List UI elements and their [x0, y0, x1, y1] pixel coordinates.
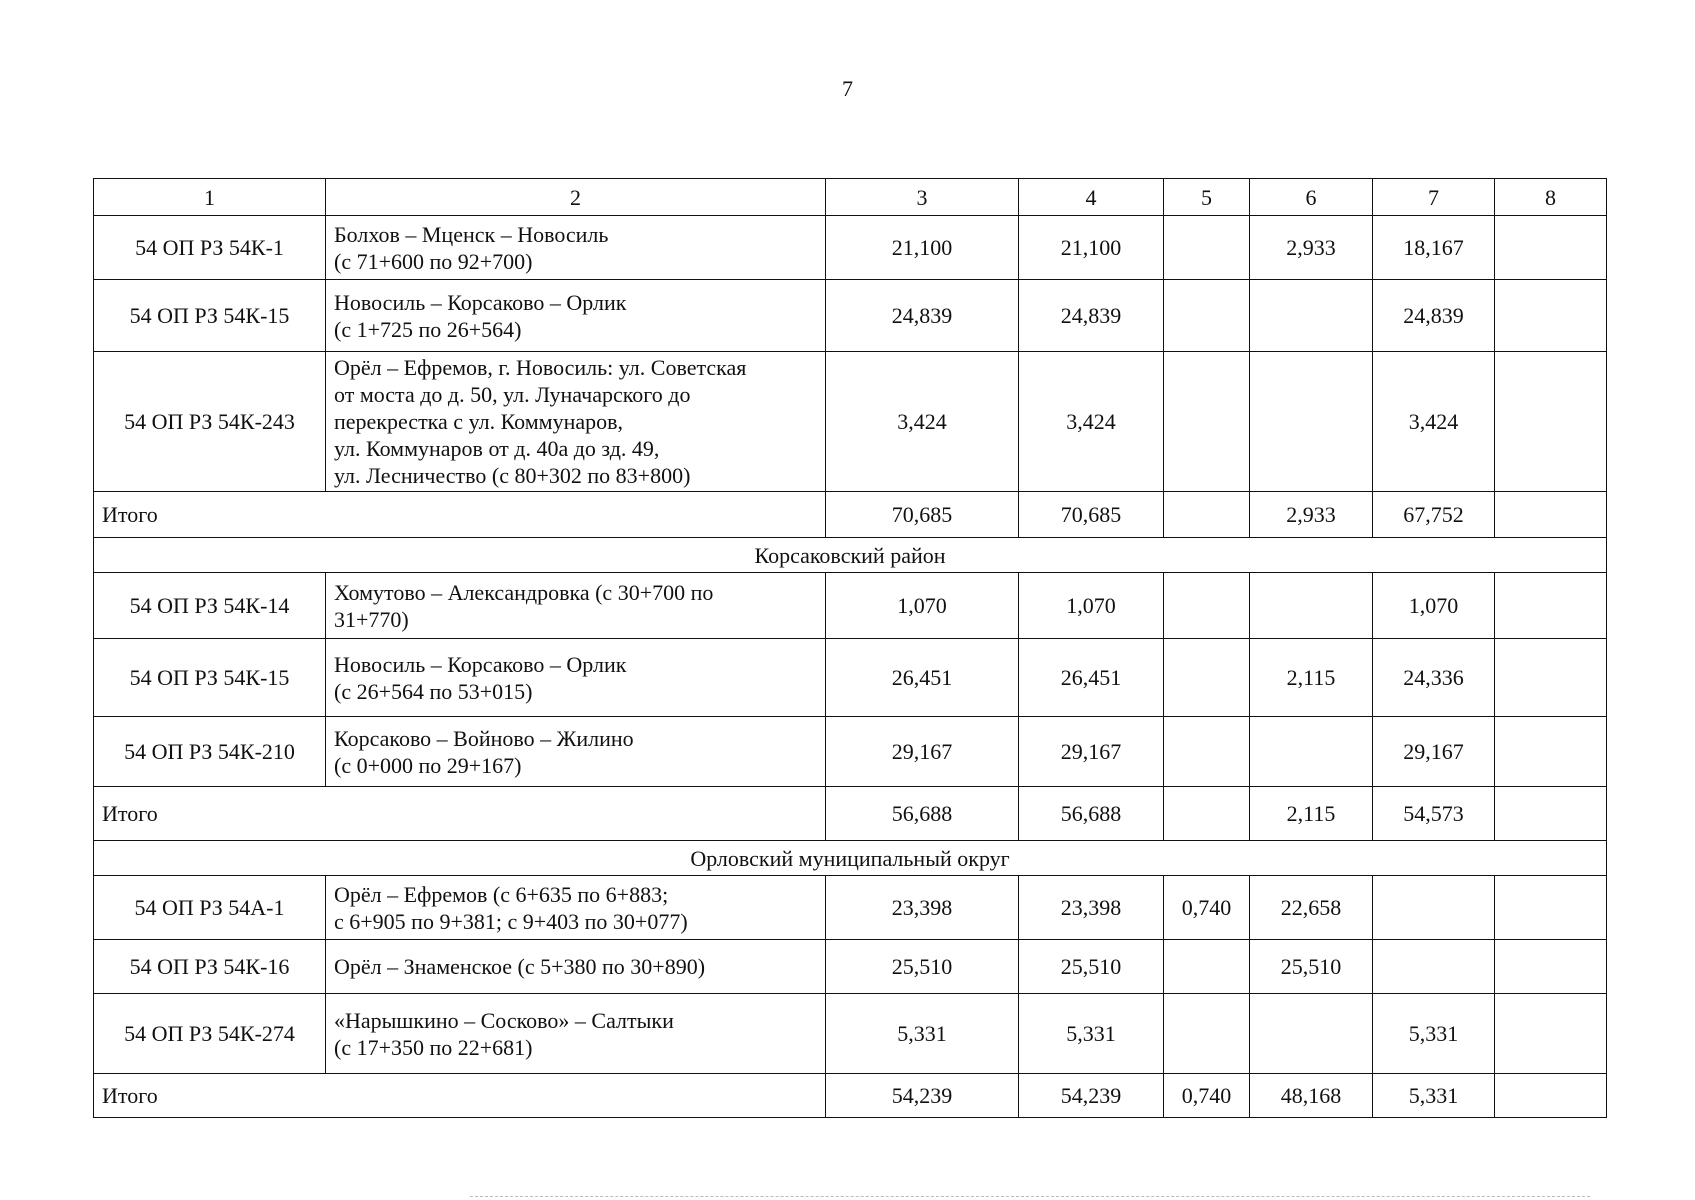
column-number-7: 7 [1373, 179, 1495, 216]
value-cell-6 [1250, 717, 1373, 787]
road-name-line: Новосиль – Корсаково – Орлик [334, 289, 627, 315]
road-name-line: Орёл – Знаменское (с 5+380 по 30+890) [334, 954, 706, 979]
value-cell-4: 5,331 [1019, 994, 1164, 1074]
value-cell-8 [1495, 573, 1607, 639]
road-name-line: Орёл – Ефремов (с 6+635 по 6+883; [334, 881, 669, 907]
road-code: 54 ОП РЗ 54К-1 [94, 216, 326, 280]
value-cell-8 [1495, 639, 1607, 717]
road-name [326, 216, 826, 280]
total-cell-6: 2,933 [1250, 492, 1373, 538]
value-cell-6 [1250, 280, 1373, 352]
section-row [94, 841, 1607, 876]
road-name-line: «Нарышкино – Сосково» – Салтыки [334, 1007, 674, 1033]
column-number-1: 1 [94, 179, 326, 216]
road-code: 54 ОП РЗ 54К-15 [94, 280, 326, 352]
road-name [326, 639, 826, 717]
road-code: 54 ОП РЗ 54К-15 [94, 639, 326, 717]
road-name-line: с 6+905 по 9+381; с 9+403 по 30+077) [334, 908, 688, 934]
value-cell-4: 29,167 [1019, 717, 1164, 787]
road-name [326, 876, 826, 940]
section-title: Корсаковский район [94, 538, 1607, 573]
value-cell-6 [1250, 994, 1373, 1074]
value-cell-5 [1164, 994, 1250, 1074]
total-cell-6: 48,168 [1250, 1074, 1373, 1118]
value-cell-6: 25,510 [1250, 940, 1373, 994]
value-cell-6: 2,115 [1250, 639, 1373, 717]
road-name-line: перекрестка с ул. Коммунаров, [334, 409, 624, 434]
total-cell-5 [1164, 787, 1250, 841]
value-cell-7: 24,336 [1373, 639, 1495, 717]
value-cell-3: 23,398 [826, 876, 1019, 940]
value-cell-3: 26,451 [826, 639, 1019, 717]
value-cell-5 [1164, 280, 1250, 352]
road-name-line: (с 17+350 по 22+681) [334, 1034, 533, 1060]
road-name-line: (с 71+600 по 92+700) [334, 248, 533, 274]
value-cell-6: 2,933 [1250, 216, 1373, 280]
column-number-8: 8 [1495, 179, 1607, 216]
road-name-line: от моста до д. 50, ул. Луначарского до [334, 382, 691, 407]
road-name-line: Болхов – Мценск – Новосиль [334, 221, 609, 247]
value-cell-3: 24,839 [826, 280, 1019, 352]
road-name-line: ул. Лесничество (с 80+302 по 83+800) [334, 463, 691, 488]
value-cell-8 [1495, 352, 1607, 492]
table-row [94, 280, 1607, 352]
road-code: 54 ОП РЗ 54К-274 [94, 994, 326, 1074]
total-row [94, 1074, 1607, 1118]
total-cell-8 [1495, 492, 1607, 538]
total-label: Итого [94, 492, 826, 538]
road-name-line: 31+770) [334, 606, 409, 632]
value-cell-7: 24,839 [1373, 280, 1495, 352]
value-cell-5: 0,740 [1164, 876, 1250, 940]
road-code: 54 ОП РЗ 54К-210 [94, 717, 326, 787]
road-code: 54 ОП РЗ 54К-16 [94, 940, 326, 994]
value-cell-5 [1164, 216, 1250, 280]
value-cell-3: 3,424 [826, 352, 1019, 492]
road-name [326, 280, 826, 352]
table-body [94, 179, 1607, 1118]
column-numbers-row [94, 179, 1607, 216]
total-label: Итого [94, 1074, 826, 1118]
table-row [94, 876, 1607, 940]
road-name [326, 994, 826, 1074]
total-cell-4: 70,685 [1019, 492, 1164, 538]
value-cell-3: 21,100 [826, 216, 1019, 280]
total-row [94, 787, 1607, 841]
total-cell-4: 56,688 [1019, 787, 1164, 841]
road-name-line: (с 0+000 по 29+167) [334, 752, 522, 778]
value-cell-6: 22,658 [1250, 876, 1373, 940]
value-cell-6 [1250, 573, 1373, 639]
road-code: 54 ОП РЗ 54А-1 [94, 876, 326, 940]
table-row [94, 352, 1607, 492]
road-name [326, 352, 826, 492]
road-code: 54 ОП РЗ 54К-243 [94, 352, 326, 492]
value-cell-3: 5,331 [826, 994, 1019, 1074]
total-cell-7: 5,331 [1373, 1074, 1495, 1118]
road-code: 54 ОП РЗ 54К-14 [94, 573, 326, 639]
column-number-4: 4 [1019, 179, 1164, 216]
section-row [94, 538, 1607, 573]
road-name-line: Хомутово – Александровка (с 30+700 по [334, 579, 714, 605]
value-cell-7 [1373, 876, 1495, 940]
page-number: 7 [842, 76, 853, 101]
total-label: Итого [94, 787, 826, 841]
value-cell-5 [1164, 573, 1250, 639]
road-name-line: (с 1+725 по 26+564) [334, 316, 522, 342]
road-name-line: (с 26+564 по 53+015) [334, 678, 533, 704]
value-cell-5 [1164, 717, 1250, 787]
column-number-3: 3 [826, 179, 1019, 216]
value-cell-5 [1164, 940, 1250, 994]
total-cell-8 [1495, 787, 1607, 841]
total-cell-3: 54,239 [826, 1074, 1019, 1118]
total-cell-5 [1164, 492, 1250, 538]
section-title: Орловский муниципальный округ [94, 841, 1607, 876]
value-cell-3: 29,167 [826, 717, 1019, 787]
road-table [93, 178, 1607, 1118]
value-cell-7: 18,167 [1373, 216, 1495, 280]
total-cell-5: 0,740 [1164, 1074, 1250, 1118]
table-row [94, 940, 1607, 994]
value-cell-8 [1495, 940, 1607, 994]
value-cell-8 [1495, 876, 1607, 940]
road-name-line: Орёл – Ефремов, г. Новосиль: ул. Советская [334, 355, 747, 380]
value-cell-8 [1495, 216, 1607, 280]
total-cell-7: 54,573 [1373, 787, 1495, 841]
table-row [94, 717, 1607, 787]
value-cell-4: 21,100 [1019, 216, 1164, 280]
value-cell-8 [1495, 717, 1607, 787]
value-cell-5 [1164, 352, 1250, 492]
value-cell-3: 1,070 [826, 573, 1019, 639]
value-cell-4: 24,839 [1019, 280, 1164, 352]
road-name-line: ул. Коммунаров от д. 40а до зд. 49, [334, 436, 660, 461]
table-row [94, 994, 1607, 1074]
value-cell-7: 1,070 [1373, 573, 1495, 639]
column-number-5: 5 [1164, 179, 1250, 216]
table-row [94, 639, 1607, 717]
column-number-6: 6 [1250, 179, 1373, 216]
total-cell-6: 2,115 [1250, 787, 1373, 841]
total-cell-8 [1495, 1074, 1607, 1118]
value-cell-8 [1495, 994, 1607, 1074]
value-cell-7 [1373, 940, 1495, 994]
road-name [326, 940, 826, 994]
value-cell-4: 3,424 [1019, 352, 1164, 492]
value-cell-4: 26,451 [1019, 639, 1164, 717]
value-cell-7: 5,331 [1373, 994, 1495, 1074]
value-cell-4: 23,398 [1019, 876, 1164, 940]
road-name-line: Корсаково – Войново – Жилино [334, 725, 634, 751]
road-name [326, 573, 826, 639]
total-row [94, 492, 1607, 538]
value-cell-4: 25,510 [1019, 940, 1164, 994]
value-cell-5 [1164, 639, 1250, 717]
table-row [94, 216, 1607, 280]
value-cell-4: 1,070 [1019, 573, 1164, 639]
value-cell-7: 3,424 [1373, 352, 1495, 492]
road-name [326, 717, 826, 787]
value-cell-6 [1250, 352, 1373, 492]
column-number-2: 2 [326, 179, 826, 216]
scan-artifact-line [470, 1196, 1590, 1197]
table-row [94, 573, 1607, 639]
value-cell-8 [1495, 280, 1607, 352]
total-cell-7: 67,752 [1373, 492, 1495, 538]
total-cell-4: 54,239 [1019, 1074, 1164, 1118]
value-cell-3: 25,510 [826, 940, 1019, 994]
total-cell-3: 70,685 [826, 492, 1019, 538]
total-cell-3: 56,688 [826, 787, 1019, 841]
road-name-line: Новосиль – Корсаково – Орлик [334, 651, 627, 677]
value-cell-7: 29,167 [1373, 717, 1495, 787]
